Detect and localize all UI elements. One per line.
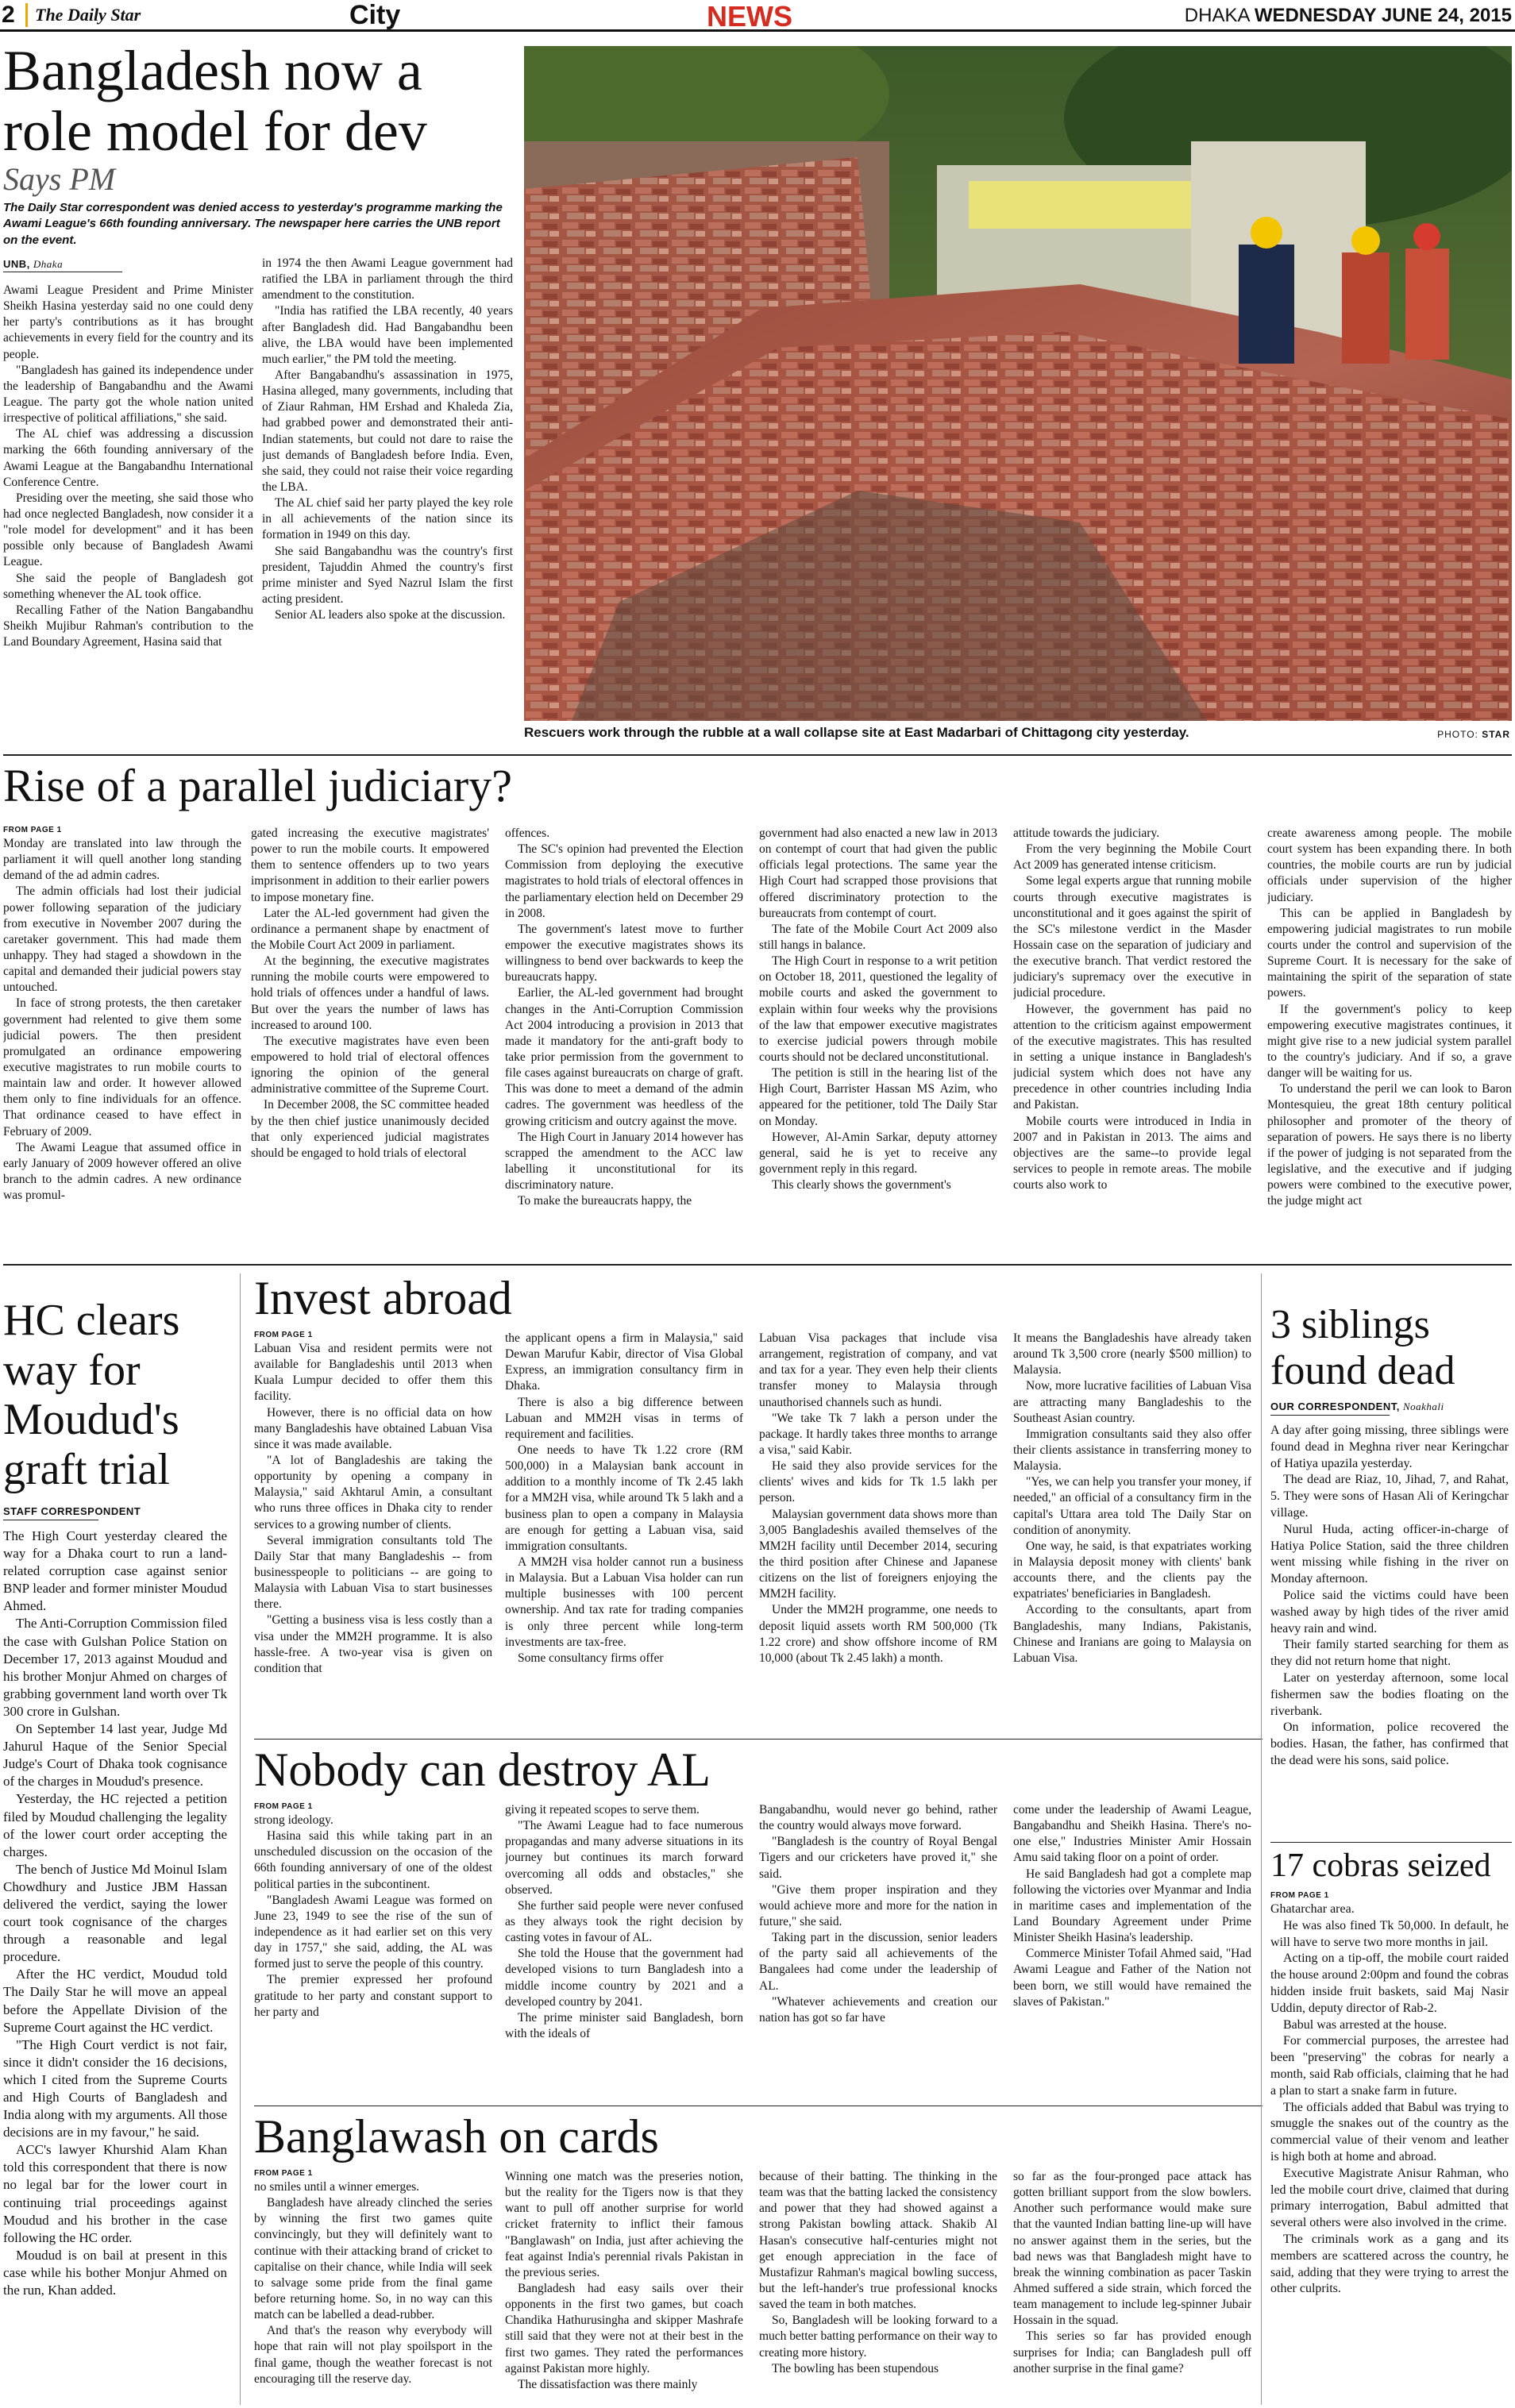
story1-byline-place: Dhaka xyxy=(33,258,64,270)
story1-para: She said Bangabandhu was the country's first president, Tajuddin Ahmed the country's first prime minister and Syed Nazrul Islam the first acting president. xyxy=(262,544,513,606)
story2-para: The High Court in January 2014 however has scrapped the amendment to the ACC law labelling it unconstitutional for its discriminatory nature. xyxy=(505,1130,743,1192)
section-rule xyxy=(1270,1842,1512,1843)
story3-para: Moudud is on bail at present in this case while his bother Monjur Ahmed on the run, Khan added. xyxy=(3,2247,227,2298)
story4-para: Malaysian government data shows more than 3,005 Bangladeshis availed themselves of the MM2H facility until December 2014, securing the third position after Chinese and Japanese citizens on the list of foreigners enjoying the MM2H facility. xyxy=(759,1507,997,1601)
story7-para: The dead are Riaz, 10, Jihad, 7, and Rahat, 5. They were sons of Hasan Ali of Keringchar village. xyxy=(1270,1473,1509,1520)
story4-para: Labuan Visa packages that include visa arrangement, registration of company, and vat and tax for a year. They even help their clients transfer money to Malaysia through unauthorised channels such as hundi. xyxy=(759,1331,997,1409)
story6-col3 xyxy=(759,2169,997,2405)
story2-para: Later the AL-led government had given the ordinance a permanent shape by enactment of the Mobile Court Act 2009 in parliament. xyxy=(251,906,489,952)
story4-col3 xyxy=(759,1331,997,1728)
story4-para: There is also a big difference between Labuan and MM2H visas in terms of requirement and facilities. xyxy=(505,1395,743,1441)
story6-para: This series so far has provided enough surprises for India; can Bangladesh pull off another surprise in the final game? xyxy=(1013,2329,1251,2375)
story8-para: The officials added that Babul was trying to smuggle the snakes out of the country as the commercial value of their venom and leather is high both at home and abroad. xyxy=(1270,2100,1509,2163)
story2-para: To make the bureaucrats happy, the xyxy=(518,1194,692,1208)
story6-col1 xyxy=(254,2169,492,2405)
story2-para: This can be applied in Bangladesh by empowering judicial magistrates to run mobile courts under the control and supervision of the Supreme Court. It is necessary for the sake of maintaining the spirit of the separation of state powers. xyxy=(1267,906,1512,1000)
story2-para: The government's latest move to further empower the executive magistrates shows its willingness to bend over backwards to keep the bureaucrats happy. xyxy=(505,922,743,984)
story5-para: strong ideology. xyxy=(254,1813,333,1827)
story3-para: Yesterday, the HC rejected a petition filed by Moudud challenging the legality of the lower court order accepting the charges. xyxy=(3,1791,227,1859)
story1-subhead: Says PM xyxy=(3,161,116,197)
story2-para: However, Al-Amin Sarkar, deputy attorney general, said he is yet to receive any government reply in this regard. xyxy=(759,1130,997,1176)
story4-col2 xyxy=(505,1331,743,1728)
story8-headline: 17 cobras seized xyxy=(1270,1847,1491,1884)
story4-para: "We take Tk 7 lakh a person under the package. It hardly takes three months to arrange a visa," said Kabir. xyxy=(759,1411,997,1457)
rubble-photo xyxy=(524,46,1512,721)
story4-para: A MM2H visa holder cannot run a business in Malaysia. But a Labuan Visa holder can run multiple businesses with 100 percent ownership. And tax rate for trading companies is only three percent while long-term investments are tax-free. xyxy=(505,1555,743,1649)
story7-para: Police said the victims could have been washed away by high tides of the river amid heavy rain and wind. xyxy=(1270,1588,1509,1636)
story4-para: "Getting a business visa is less costly than a visa under the MM2H programme. It is also hassle-free. A two-year visa is given on condition that xyxy=(254,1613,492,1675)
story8-para: Ghatarchar area. xyxy=(1270,1902,1355,1916)
story3-byline: STAFF CORRESPONDENT xyxy=(3,1505,141,1517)
story4-para: One way, he said, is that expatriates working in Malaysia deposit money with clients' bank accounts there, and the clients pay the expatriates' beneficiaries in Bangladesh. xyxy=(1013,1539,1251,1601)
story4-para: It means the Bangladeshis have already taken around Tk 3,500 crore (nearly $500 million) to Malaysia. xyxy=(1013,1331,1251,1377)
story2-headline: Rise of a parallel judiciary? xyxy=(3,760,512,811)
story6-para: because of their batting. The thinking in the team was that the batting lacked the consistency and power that they had showed against a strong Pakistan bowling attack. Shakib Al Hasan's consecutive half-centuries might not get enough appreciation in the face of Mustafizur Rahman's magical bowling success, but the left-hander's true professional knocks saved the team in both matches. xyxy=(759,2170,997,2312)
story2-para: Earlier, the AL-led government had brought changes in the Anti-Corruption Commission Act 2004 introducing a provision in 2013 that made it mandatory for the anti-graft body to take prior permission from the government to file cases against bureaucrats on charge of graft. This was done to meet a demand of the admin cadres. The government was heedless of the growing criticism and outcry against the move. xyxy=(505,986,743,1128)
story6-col4 xyxy=(1013,2169,1251,2405)
story6-para: And that's the reason why everybody will hope that rain will not play spoilsport in the final game, though the weather forecast is not encouraging till the reserve day. xyxy=(254,2324,492,2386)
photo-caption: Rescuers work through the rubble at a wall collapse site at East Madarbari of Chittagong city yesterday. xyxy=(524,725,1189,740)
story5-para: Bangabandhu, would never go behind, rather the country would always move forward. xyxy=(759,1803,997,1833)
section-label: City xyxy=(349,0,401,30)
story1-col1 xyxy=(3,283,253,745)
story1-para: in 1974 the then Awami League government had ratified the LBA in parliament through the third amendment to the constitution. xyxy=(262,256,513,302)
story5-para: "Bangladesh Awami League was formed on June 23, 1949 to see the rise of the sun of independence as it had earlier set on this very day in 1757," she said, adding, the AL was formed just to serve the people of this country. xyxy=(254,1893,492,1971)
story8-para: He was also fined Tk 50,000. In default, he will have to serve two more months in jail. xyxy=(1270,1918,1509,1949)
story2-col3 xyxy=(505,826,743,1254)
story2-para: create awareness among people. The mobile court system has been expanding there. In both countries, the mobile courts are run by judicial officials under supervision of the higher judiciary. xyxy=(1267,826,1512,904)
story3-para: The Anti-Corruption Commission filed the case with Gulshan Police Station on December 17, 2013 against Moudud and his brother Monjur Ahmed on charges of grabbing government land worth over Tk 300 crore in Gulshan. xyxy=(3,1616,227,1719)
story7-headline-line: found dead xyxy=(1270,1348,1455,1394)
story8-body xyxy=(1270,1891,1509,2405)
story5-para: Taking part in the discussion, senior leaders of the party said all achievements of the Bangalees had come under the leadership of AL. xyxy=(759,1931,997,1993)
story7-para: A day after going missing, three siblings were found dead in Meghna river near Keringchar of Hatiya upazila yesterday. xyxy=(1270,1424,1509,1470)
story2-para: offences. xyxy=(505,826,550,840)
story3-para: On September 14 last year, Judge Md Jahurul Haque of the Senior Special Judge's Court of Dhaka took cognisance of the charges in Moudud's presence. xyxy=(3,1721,227,1790)
story1-para: "Bangladesh has gained its independence under the leadership of Bangabandhu and the Awami League. The party got the whole nation united irrespective of political affiliations," she said. xyxy=(3,363,253,426)
byline-rule xyxy=(1270,1415,1390,1416)
story1-headline-line1: Bangladesh now a xyxy=(3,39,422,102)
story4-para: According to the consultants, apart from Bangladeshis, many Indians, Pakistanis, Chinese and Iranians are going to Malaysia on Labuan Visa. xyxy=(1013,1603,1251,1665)
story3-headline-line: way for xyxy=(3,1345,141,1395)
section-rule xyxy=(254,1739,1262,1740)
story1-col2 xyxy=(262,256,513,745)
story6-headline: Banglawash on cards xyxy=(254,2110,659,2163)
story4-para: the applicant opens a firm in Malaysia," said Dewan Marufur Kabir, director of Visa Global Express, an immigration consultancy firm in Dhaka. xyxy=(505,1331,743,1393)
story2-para: From the very beginning the Mobile Court Act 2009 has generated intense criticism. xyxy=(1013,842,1251,873)
story2-para: government had also enacted a new law in 2013 on contempt of court that had given the public officials legal protections. The same year the High Court had scrapped those provisions that offered discriminatory protection to the bureaucrats from contempt of court. xyxy=(759,826,997,920)
column-divider xyxy=(240,1273,241,2405)
story4-para: Some consultancy firms offer xyxy=(518,1651,664,1665)
story2-para: Mobile courts were introduced in India in 2007 and in Pakistan in 2013. The aims and objectives are the same--to provide legal services to people in remote areas. The mobile courts also work to xyxy=(1013,1114,1251,1192)
story3-headline-line: Moudud's xyxy=(3,1395,179,1445)
story3-para: The High Court yesterday cleared the way for a Dhaka court to run a land-related corruption case against senior BNP leader and former minister Moudud Ahmed. xyxy=(3,1528,227,1614)
story5-para: She further said people were never confused as they always took the right decision by casting votes in favour of AL. xyxy=(505,1898,743,1945)
story5-col1 xyxy=(254,1802,492,2096)
story4-para: He said they also provide services for the clients' wives and kids for Tk 1.5 lakh per person. xyxy=(759,1459,997,1505)
story5-col4 xyxy=(1013,1802,1251,2096)
story2-from-page: FROM PAGE 1 xyxy=(3,826,62,834)
story5-col3 xyxy=(759,1802,997,2096)
story2-col2 xyxy=(251,826,489,1254)
story2-para: Monday are translated into law through the parliament it will quell another long standing demand of the ad admin cadres. xyxy=(3,837,241,883)
story3-body xyxy=(3,1528,227,2405)
story2-col1 xyxy=(3,826,241,1254)
story6-para: so far as the four-pronged pace attack has gotten brilliant support from the slow bowlers. Another such performance would make sure that the vaunted Indian batting line-up will have no answer against them in the series, but the bad news was that Bangladesh might have to break the winning combination as pacer Taskin Ahmed suffered a side strain, which forced the team management to include leg-spinner Jubair Hossain in the squad. xyxy=(1013,2170,1251,2328)
story5-para: The premier expressed her profound gratitude to her party and constant support to her party and xyxy=(254,1973,492,2019)
section-rule xyxy=(3,1264,1512,1266)
story4-para: Labuan Visa and resident permits were not available for Bangladeshis until 2013 when Kuala Lumpur decided to offer them this facility. xyxy=(254,1342,492,1404)
story4-para: "Yes, we can help you transfer your money, if needed," an official of a consultancy firm in the capital's Uttara area told The Daily Star on condition of anonymity. xyxy=(1013,1475,1251,1537)
story1-headline-line2: role model for dev xyxy=(3,98,427,163)
photo-credit xyxy=(1437,729,1510,740)
story7-byline-place: Noakhali xyxy=(1402,1400,1444,1412)
story5-para: "Give them proper inspiration and they would achieve more and more for the nation in future," she said. xyxy=(759,1882,997,1928)
story5-para: "The Awami League had to face numerous propagandas and many adverse situations in its journey but continues its march forward overcoming all odds and obstacles," she observed. xyxy=(505,1819,743,1897)
story1-para: Recalling Father of the Nation Bangabandhu Sheikh Mujibur Rahman's contribution to the Land Boundary Agreement, Hasina said that xyxy=(3,603,253,649)
story7-byline-label: OUR CORRESPONDENT, xyxy=(1270,1400,1400,1412)
story2-para: gated increasing the executive magistrates' power to run the mobile courts. It empowered them to sentence offenders up to two years imprisonment in addition to their earlier powers to impose monetary fine. xyxy=(251,826,489,904)
story5-para: Commerce Minister Tofail Ahmed said, "Had Awami League and Father of the Nation not been born, we still would have remained the slaves of Pakistan." xyxy=(1013,1947,1251,2009)
story7-body xyxy=(1270,1423,1509,1836)
story8-from-page: FROM PAGE 1 xyxy=(1270,1891,1329,1900)
story1-para: The AL chief said her party played the key role in all achievements of the nation since its formation in 1949 on this day. xyxy=(262,496,513,542)
story2-para: The High Court in response to a writ petition on October 18, 2011, questioned the legality of mobile courts and asked the government to explain within four weeks why the provisions of the law that empower executive magistrates to exercise judicial powers through mobile courts should not be declared unconstitutional. xyxy=(759,954,997,1064)
paper-name: The Daily Star xyxy=(35,5,141,25)
story6-para: The dissatisfaction was there mainly xyxy=(518,2377,698,2391)
story4-para: Now, more lucrative facilities of Labuan Visa are attracting many Bangladeshis to the Southeast Asian country. xyxy=(1013,1379,1251,1425)
story6-para: The bowling has been stupendous xyxy=(772,2361,939,2375)
story7-byline xyxy=(1270,1400,1444,1413)
wall-collapse-image xyxy=(524,46,1512,721)
story5-para: "Whatever achievements and creation our nation has got so far have xyxy=(759,1994,997,2025)
story3-para: ACC's lawyer Khurshid Alam Khan told this correspondent that there is now no legal bar for the lower court in continuing trial proceedings against Moudud and his brother in the case following the HC order. xyxy=(3,2142,227,2245)
story1-para: She said the people of Bangladesh got something whenever the AL took office. xyxy=(3,571,253,601)
story4-para: However, there is no official data on how many Bangladeshis have obtained Labuan Visa since it was made available. xyxy=(254,1405,492,1451)
story6-col2 xyxy=(505,2169,743,2405)
photo-credit-label: PHOTO: xyxy=(1437,729,1478,740)
story2-col5 xyxy=(1013,826,1251,1254)
story6-from-page: FROM PAGE 1 xyxy=(254,2169,313,2178)
story5-para: giving it repeated scopes to serve them. xyxy=(505,1803,700,1817)
story2-para: In December 2008, the SC committee headed by the then chief justice unanimously decided that only experienced judicial magistrates should be engaged to hold trials of electoral xyxy=(251,1098,489,1160)
story7-para: On information, police recovered the bodies. Hasan, the father, has confirmed that the dead were his sons, said police. xyxy=(1270,1720,1509,1767)
masthead xyxy=(0,0,1515,32)
category-label: NEWS xyxy=(707,0,792,33)
story3-headline-line: graft trial xyxy=(3,1445,170,1495)
story4-para: Several immigration consultants told The Daily Star that many Bangladeshis -- from businesspeople to politicians -- are going to Malaysia with Labuan Visa to start businesses there. xyxy=(254,1533,492,1612)
story5-para: He said Bangladesh had got a complete map following the victories over Myanmar and India in maritime cases and implementation of the Land Boundary Agreement under Prime Minister Sheikh Hasina's leadership. xyxy=(1013,1867,1251,1945)
story8-para: Executive Magistrate Anisur Rahman, who led the mobile court drive, claimed that during primary interrogation, Babul admitted that several others were also involved in the crime. xyxy=(1270,2166,1509,2230)
story6-para: Bangladesh have already clinched the series by winning the first two games quite convincingly, but they will definitely want to continue with their attacking brand of cricket to capitalise on their chance, while India will seek to salvage some pride from the final game before returning home. So, in no way can this match can be labelled a dead-rubber. xyxy=(254,2196,492,2322)
story7-para: Nurul Huda, acting officer-in-charge of Hatiya Police Station, said the three children went missing while fishing in the river on Monday afternoon. xyxy=(1270,1522,1509,1586)
story5-para: She told the House that the government had developed visions to turn Bangladesh into a middle income country by 2021 and a developed country by 2041. xyxy=(505,1947,743,2009)
story1-intro: The Daily Star correspondent was denied access to yesterday's programme marking the Awami League's 66th founding anniversary. The newspaper here carries the UNB report on the event. xyxy=(3,201,503,247)
story4-para: One needs to have Tk 1.22 crore (RM 500,000) in a Malaysian bank account in addition to a monthly income of Tk 2.45 lakh for a MM2H visa, while around Tk 5 lakh and a business plan to open a company in Malaysia are enough for getting a Labuan visa, said immigration consultants. xyxy=(505,1443,743,1553)
story3-para: After the HC verdict, Moudud told The Daily Star he will move an appeal before the Appellate Division of the Supreme Court against the HC verdict. xyxy=(3,1967,227,2035)
story2-para: At the beginning, the executive magistrates running the mobile courts were empowered to hold trials of offences under a handful of laws. But over the years the number of laws has increased to around 100. xyxy=(251,954,489,1032)
story2-col6 xyxy=(1267,826,1512,1254)
story5-para: Hasina said this while taking part in an unscheduled discussion on the occasion of the 66th founding anniversary of one of the oldest political parties in the subcontinent. xyxy=(254,1829,492,1891)
story1-headline xyxy=(3,41,519,161)
story7-para: Their family started searching for them as they did not return home that night. xyxy=(1270,1638,1509,1669)
story3-para: "The High Court verdict is not fair, since it didn't consider the 16 decisions, which I cited from the Supreme Courts and High Courts of Bangladesh and India along with my arguments. All those decisions are in my favour," he said. xyxy=(3,2036,227,2140)
story8-para: For commercial purposes, the arrestee had been "preserving" the cobras for nearly a month, said Rab officials, claiming that he had a plan to start a snake farm in future. xyxy=(1270,2034,1509,2098)
story2-para: attitude towards the judiciary. xyxy=(1013,826,1160,840)
story4-col4 xyxy=(1013,1331,1251,1728)
story1-para: "India has ratified the LBA recently, 40 years after Bangladesh did. Had Bangabandhu been alive, the LBA would have been implemented much earlier," the PM told the meeting. xyxy=(262,304,513,366)
story1-byline-agency: UNB, xyxy=(3,258,30,270)
story1-para: The AL chief was addressing a discussion marking the 66th founding anniversary of the Awami League at the Bangabandhu International Conference Centre. xyxy=(3,427,253,489)
story5-para: The prime minister said Bangladesh, born with the ideals of xyxy=(505,2010,743,2040)
story1-para: After Bangabandhu's assassination in 1975, Hasina alleged, many governments, including that of Ziaur Rahman, HM Ershad and Khaleda Zia, had grabbed power and demonstrated their anti-Indian statements, but could not dare to raise the just demands of Bangladesh before India. Even, she said, they could not raise their voice regarding the LBA. xyxy=(262,368,513,494)
story2-para: The SC's opinion had prevented the Election Commission from deploying the executive magistrates to hold trials of electoral offences in the parliamentary election held on December 29 in 2008. xyxy=(505,842,743,920)
story3-para: The bench of Justice Md Moinul Islam Chowdhury and Justice JBM Hassan delivered the verdict, saying the lower court took cognisance of the charges through a reasonable and legal procedure. xyxy=(3,1861,227,1965)
story4-from-page: FROM PAGE 1 xyxy=(254,1331,313,1339)
story1-para: Senior AL leaders also spoke at the discussion. xyxy=(275,608,506,622)
story2-para: However, the government has paid no attention to the criticism against empowerment of the executive magistrates. This has resulted in setting a unique instance in Bangladesh's judicial system which does not have any precedence in other countries including India and Pakistan. xyxy=(1013,1002,1251,1112)
story2-para: The petition is still in the hearing list of the High Court, Barrister Hassan MS Azim, who appeared for the petitioner, told The Daily Star on Monday. xyxy=(759,1066,997,1128)
masthead-separator xyxy=(25,3,28,27)
story5-para: come under the leadership of Awami League, Bangabandhu and Sheikh Hasina. There's no-one else," Industries Minister Amir Hossain Amu said taking floor on a point of order. xyxy=(1013,1803,1251,1865)
story2-para: The fate of the Mobile Court Act 2009 also still hangs in balance. xyxy=(759,922,997,952)
story4-para: "A lot of Bangladeshis are taking the opportunity by opening a company in Malaysia," said Akhtarul Amin, a consultant who runs three offices in Dhaka city to render services to a growing number of clients. xyxy=(254,1453,492,1531)
story5-from-page: FROM PAGE 1 xyxy=(254,1802,313,1811)
story2-para: The Awami League that assumed office in early January of 2009 however offered an olive branch to the admin cadres. A new ordinance was promul- xyxy=(3,1140,241,1203)
story6-para: Winning one match was the preseries notion, but the reality for the Tigers now is that they want to pull off another surprise for world cricket fraternity to inflict their famous "Banglawash" on India, just after achieving the feat against India's perennial rivals Pakistan in the previous series. xyxy=(505,2170,743,2279)
story8-para: The criminals work as a gang and its members are scattered across the country, he said, adding that they were trying to arrest the other culprits. xyxy=(1270,2232,1509,2296)
dateline-date: WEDNESDAY JUNE 24, 2015 xyxy=(1254,5,1512,26)
story6-para: Bangladesh had easy sails over their opponents in the first two games, but coach Chandika Hathurusingha and skipper Mashrafe still said that they were not at their best in the first two games. They rated the performances against Pakistan more highly. xyxy=(505,2281,743,2375)
story5-col2 xyxy=(505,1802,743,2096)
story3-headline-line: HC clears xyxy=(3,1296,180,1345)
dateline-city: DHAKA xyxy=(1184,5,1250,26)
story4-col1 xyxy=(254,1331,492,1728)
story5-headline: Nobody can destroy AL xyxy=(254,1743,711,1796)
story7-headline xyxy=(1270,1302,1509,1394)
section-rule xyxy=(3,754,1512,756)
story1-para: Presiding over the meeting, she said those who had once neglected Bangladesh, now consider it a "role model for development" and it has been possible only because of Bangladesh Awami League. xyxy=(3,491,253,569)
story2-col4 xyxy=(759,826,997,1254)
column-divider xyxy=(1261,1273,1262,2405)
story2-para: If the government's policy to keep empowering executive magistrates continues, it might give rise to a new judicial system parallel to the country's judiciary. And if so, a grave danger will be waiting for us. xyxy=(1267,1002,1512,1081)
story2-para: To understand the peril we can look to Baron Montesquieu, the great 18th century political philosopher and promoter of the theory of separation of powers. He says there is no liberty if the power of judging is not separated from the legislative, and the executive and if judging powers were combined to the executive power, the judge might act xyxy=(1267,1082,1512,1208)
story7-headline-line: 3 siblings xyxy=(1270,1302,1430,1347)
story2-para: The admin officials had lost their judicial power following separation of the judiciary from executive in November 2007 during the caretaker government. This had made them unhappy. They had staged a showdown in the capital and demanded their judicial powers stay untouched. xyxy=(3,884,241,995)
photo-credit-source: STAR xyxy=(1482,729,1510,740)
story1-byline xyxy=(3,258,63,271)
story4-para: Under the MM2H programme, one needs to deposit liquid assets worth RM 500,000 (Tk 1.22 crore) and show offshore income of RM 10,000 (about Tk 2.45 lakh) a month. xyxy=(759,1603,997,1665)
story5-para: "Bangladesh is the country of Royal Bengal Tigers and our cricketers have proved it," she said. xyxy=(759,1835,997,1881)
page-number: 2 xyxy=(2,2,15,28)
story1-para: Awami League President and Prime Minister Sheikh Hasina yesterday said no one could deny her party's contributions as it has brought achievements in every field for the country and its people. xyxy=(3,283,253,361)
story6-para: no smiles until a winner emerges. xyxy=(254,2180,420,2194)
story3-headline xyxy=(3,1296,241,1495)
story4-para: Immigration consultants said they also offer their clients assistance in transferring money to Malaysia. xyxy=(1013,1427,1251,1474)
story2-para: This clearly shows the government's xyxy=(772,1178,951,1192)
story2-para: Some legal experts argue that running mobile courts through executive magistrates is unconstitutional and it goes against the spirit of the SC's milestone verdict in the Masder Hossain case on the separation of judiciary and the executive branch. That verdict restored the judiciary's supremacy over the executive in judicial procedure. xyxy=(1013,874,1251,1000)
story8-para: Acting on a tip-off, the mobile court raided the house around 2:00pm and found the cobras hidden inside fruit baskets, said Maj Nasir Uddin, deputy director of Rab-2. xyxy=(1270,1951,1509,2015)
story2-para: In face of strong protests, the then caretaker government had relented to give them some judicial powers. The then president promulgated an ordinance empowering executive magistrates to run mobile courts to maintain law and order. It however allowed them only to fine individuals for an offence. That ordinance ceased to have effect in February of 2009. xyxy=(3,996,241,1139)
story7-para: Later on yesterday afternoon, some local fishermen saw the bodies floating on the riverbank. xyxy=(1270,1670,1509,1718)
dateline xyxy=(1185,5,1512,27)
story2-para: The executive magistrates have even been empowered to hold trial of electoral offences ignoring the opinion of the general administrative committee of the Supreme Court. xyxy=(251,1034,489,1096)
story8-para: Babul was arrested at the house. xyxy=(1283,2017,1448,2032)
story4-headline: Invest abroad xyxy=(254,1272,512,1324)
story6-para: So, Bangladesh will be looking forward to a much better batting performance on their way to creating more history. xyxy=(759,2314,997,2360)
